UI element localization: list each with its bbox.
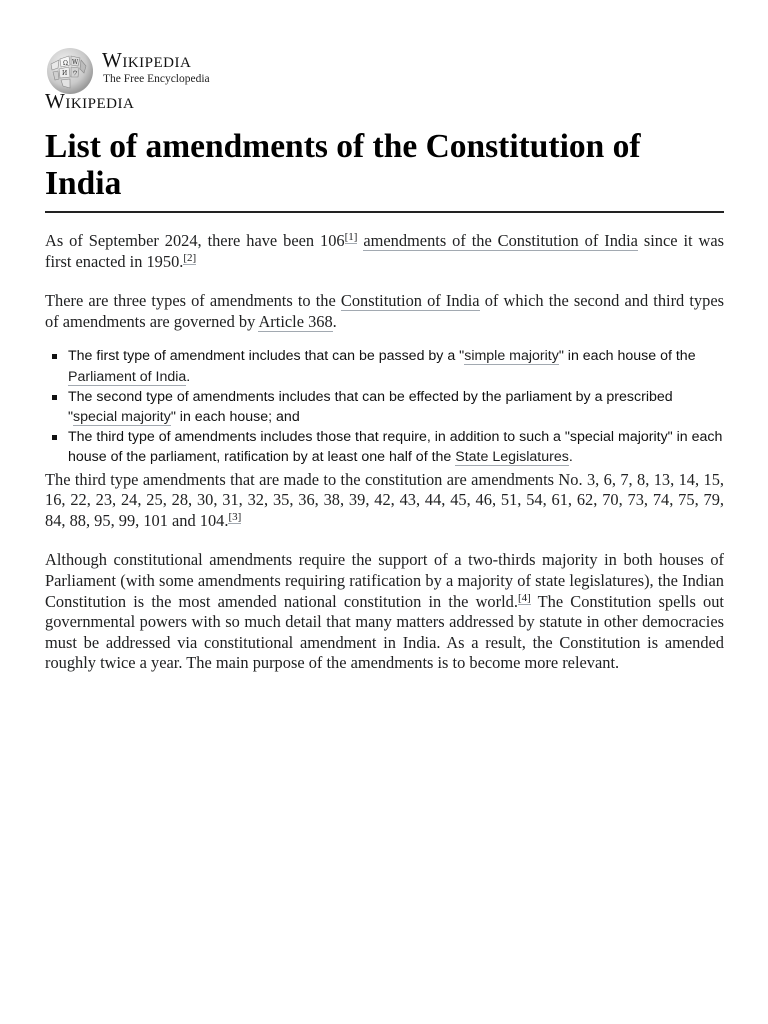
list-item-text: . [186, 368, 191, 385]
article-body [45, 231, 724, 693]
frequency-text: Although constitutional amendments require the support of a two-thirds majority in both houses of Parliament (with some amendments requiring ratification by a majority of state legislatures), the Indian Constitution is the most amended national constitution in the world. [45, 550, 724, 611]
list-item-text: " in each house; and [170, 408, 300, 425]
list-item-text: . [568, 449, 573, 466]
link-state-legislatures[interactable]: State Legislatures [455, 449, 569, 466]
amendment-frequency-paragraph [45, 550, 724, 674]
svg-text:Ω: Ω [63, 60, 68, 67]
reference-3[interactable] [228, 511, 241, 524]
intro-paragraph [45, 231, 724, 272]
list-item-text: The first type of amendment includes that can be passed by a " [68, 348, 465, 365]
list-item-text: The third type of amendments includes those that require, in addition to such a "special majority" in each house of the parliament, ratification by at least one half of the [68, 429, 723, 466]
wikipedia-wordmark-secondary: Wikipedia [45, 89, 135, 113]
reference-link-4[interactable]: [4] [517, 591, 531, 604]
link-parliament-of-india[interactable]: Parliament of India [68, 368, 187, 385]
svg-text:И: И [62, 70, 68, 77]
list-item [68, 387, 724, 427]
svg-text:W: W [72, 59, 79, 66]
wikipedia-wordmark: Wikipedia [102, 48, 192, 72]
types-text: There are three types of amendments to the [45, 291, 341, 311]
reference-4[interactable] [518, 592, 531, 605]
wikipedia-tagline: The Free Encyclopedia [103, 73, 210, 85]
svg-text:ウ: ウ [72, 70, 79, 77]
link-amendments[interactable]: amendments of the Constitution of India [363, 231, 638, 250]
third-type-text: The third type amendments that are made to the constitution are amendments No. 3, 6, 7, 8, 13, 14, 15, 16, 22, 23, 24, 25, 28, 30, 31, 32, 35, 36, 38, 39, 42, 43, 44, 45, 46, 51, 54, 61, 62, 70, 73, 74, 75, 79, 84, 88, 95, 99, 101 and 104. [45, 469, 724, 530]
list-item [68, 346, 724, 386]
list-item-text: " in each house of the [558, 348, 696, 365]
types-text-2: of which the second and third types of amendments are governed by [45, 291, 724, 331]
frequency-text-2: The Constitution spells out governmental powers with so much detail that many matters addressed by statute in other democracies must be addressed via constitutional amendment in India. As a result, the Constitution is amended roughly twice a year. The main purpose of the amendments is to become more relevant. [45, 591, 724, 673]
list-item-text: The second type of amendments includes that can be effected by the parliament by a prescribed " [68, 388, 673, 425]
types-paragraph [45, 291, 724, 332]
amendment-types-list [45, 346, 724, 467]
link-constitution-of-india[interactable]: Constitution of India [340, 291, 480, 311]
types-text-3: . [332, 311, 337, 331]
reference-link-1[interactable]: [1] [344, 231, 358, 243]
list-item [68, 427, 724, 467]
reference-link-3[interactable]: [3] [228, 510, 242, 523]
page-title: List of amendments of the Constitution of India [45, 128, 724, 213]
link-article-368[interactable]: Article 368 [258, 311, 333, 331]
reference-1[interactable] [345, 231, 358, 244]
reference-2[interactable] [183, 252, 196, 265]
site-logo[interactable] [45, 44, 345, 94]
intro-text: As of September 2024, there have been 106 [45, 231, 345, 250]
link-special-majority[interactable]: special majority [73, 408, 171, 425]
third-type-paragraph [45, 470, 724, 532]
link-simple-majority[interactable]: simple majority [464, 348, 559, 365]
reference-link-2[interactable]: [2] [183, 251, 197, 264]
intro-text-2: since it was first enacted in 1950. [45, 231, 724, 271]
